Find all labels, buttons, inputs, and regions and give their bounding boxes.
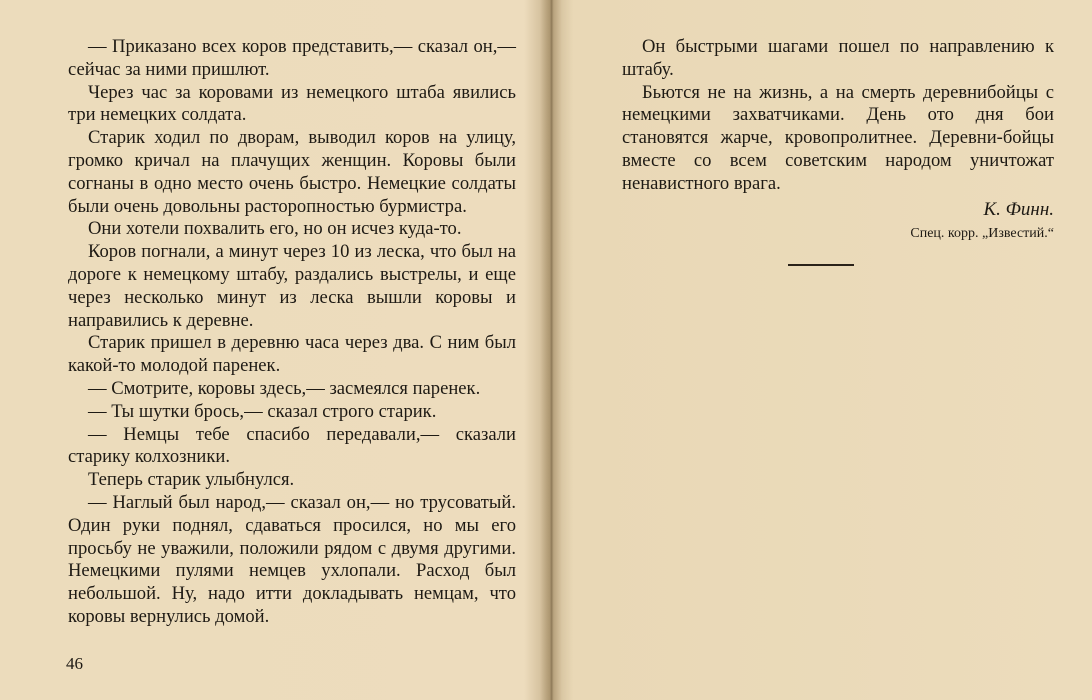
author-signature: К. Финн. — [983, 198, 1054, 220]
paragraph: — Смотрите, коровы здесь,— засмеялся паренек. — [88, 377, 481, 399]
left-page-text — [68, 36, 516, 629]
paragraph: — Приказано всех коров представить,— сказал он,— сейчас за ними пришлют. — [68, 36, 516, 80]
paragraph: Старик ходил по дворам, выводил коров на улицу, громко кричал на плачущих женщин. Коровы были согнаны в одно место очень быстро. Немецкие солдаты были очень довольны расторопностью бурмистра. — [68, 127, 516, 217]
section-divider — [788, 264, 854, 266]
page-number: 46 — [66, 654, 83, 673]
paragraph: Коров погнали, а минут через 10 из леска, что был на дороге к немецкому штабу, раздались выстрелы, и еще через несколько минут из леска вышли коровы и направились к деревне. — [68, 241, 516, 331]
right-page-text — [622, 36, 1054, 266]
right-page — [552, 0, 1092, 700]
author-credit: Спец. корр. „Известий.“ — [910, 226, 1054, 242]
paragraph: Он быстрыми шагами пошел по направлению к штабу. — [622, 36, 1054, 80]
paragraph: — Немцы тебе спасибо передавали,— сказали старику колхозники. — [68, 423, 516, 468]
paragraph: Старик пришел в деревню часа через два. С ним был какой-то молодой паренек. — [68, 332, 516, 377]
paragraph: Через час за коровами из немецкого штаба явились три немецких солдата. — [68, 81, 516, 126]
paragraph: Бьются не на жизнь, а на смерть деревнибойцы с немецкими захватчиками. День ото дня бои становятся жарче, кровопролитнее. Деревни-бойцы вместе со всем советским народом уничтожат ненавистного врага. — [622, 81, 1054, 194]
paragraph: — Ты шутки брось,— сказал строго старик. — [88, 400, 437, 422]
paragraph: Они хотели похвалить его, но он исчез куда-то. — [88, 218, 462, 240]
paragraph: Теперь старик улыбнулся. — [88, 469, 295, 491]
paragraph: — Наглый был народ,— сказал он,— но трусоватый. Один руки поднял, сдаваться просился, но мы его просьбу не уважили, положили рядом с двумя другими. Немецкими пулями немцев ухлопали. Расход был небольшой. Ну, надо итти докладывать немцам, что коровы вернулись домой. — [68, 491, 516, 627]
